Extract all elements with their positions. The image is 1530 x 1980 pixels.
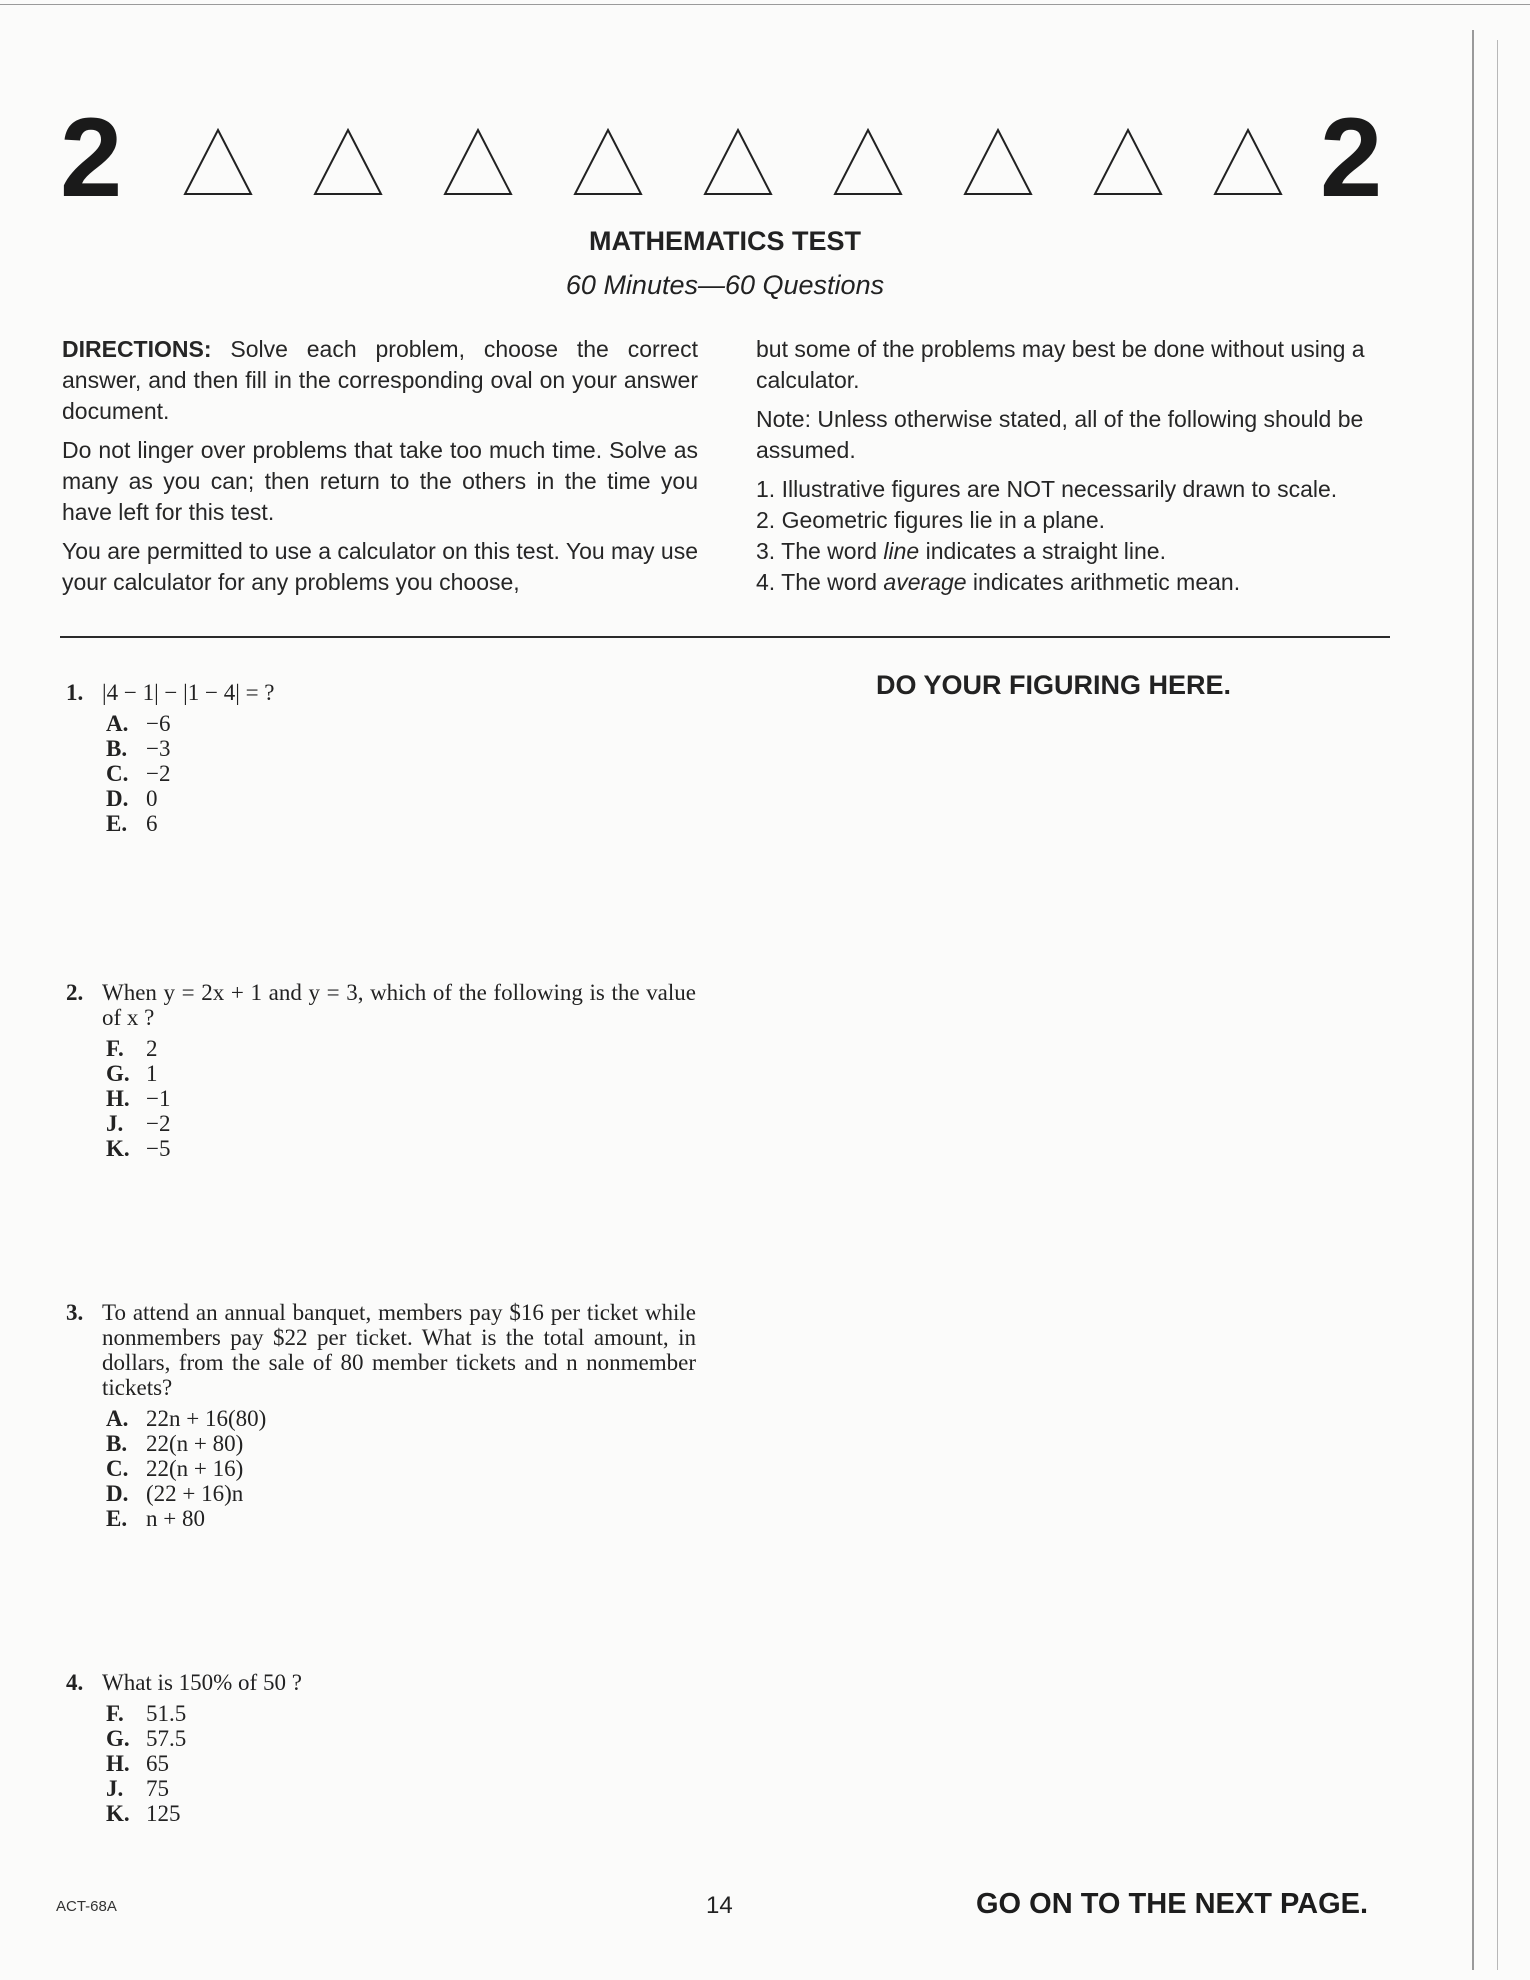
question-number: 3. [66, 1300, 84, 1325]
answer-choice[interactable]: J. 75 [106, 1776, 169, 1801]
answer-choice[interactable]: K. −5 [106, 1136, 171, 1161]
right-edge-line-outer [1497, 40, 1498, 1970]
answer-choice[interactable]: D. (22 + 16)n [106, 1481, 244, 1506]
triangle-icon [963, 128, 1033, 196]
test-subtitle: 60 Minutes—60 Questions [565, 270, 885, 300]
directions-paragraph-3: You are permitted to use a calculator on this test. You may use your calculator for any problems you choose, [62, 538, 698, 595]
question-3 [66, 1300, 696, 1531]
answer-choice[interactable]: G. 1 [106, 1061, 158, 1086]
answer-choice[interactable]: E. n + 80 [106, 1506, 205, 1531]
question-2 [66, 980, 696, 1161]
answer-choice[interactable]: E. 6 [106, 811, 158, 836]
choice-list [106, 1036, 696, 1161]
triangle-row [168, 128, 1288, 198]
section-divider [60, 636, 1390, 638]
question-text: What is 150% of 50 ? [102, 1670, 302, 1695]
question-1 [66, 680, 696, 836]
triangle-icon [443, 128, 513, 196]
answer-choice[interactable]: A. −6 [106, 711, 171, 736]
directions-paragraph-4: but some of the problems may best be done without using a calculator. [756, 336, 1365, 393]
figuring-label: DO YOUR FIGURING HERE. [876, 670, 1232, 700]
triangle-icon [313, 128, 383, 196]
directions-right-column [756, 334, 1390, 598]
question-4 [66, 1670, 696, 1826]
section-number-left: 2 [60, 95, 123, 220]
answer-choice[interactable]: F. 51.5 [106, 1701, 187, 1726]
choice-list [106, 1701, 696, 1826]
assumptions-list [756, 474, 1390, 598]
triangle-icon [1093, 128, 1163, 196]
choice-list [106, 1406, 696, 1531]
right-edge-line [1472, 30, 1474, 1970]
assumption-item: 2. Geometric figures lie in a plane. [756, 507, 1106, 533]
question-text: |4 − 1| − |1 − 4| = ? [102, 680, 275, 705]
answer-choice[interactable]: G. 57.5 [106, 1726, 187, 1751]
assumption-item: 4. The word average indicates arithmetic mean. [756, 569, 1241, 595]
assumption-item: 1. Illustrative figures are NOT necessarily drawn to scale. [756, 476, 1338, 502]
question-number: 2. [66, 980, 84, 1005]
test-title: MATHEMATICS TEST [589, 226, 861, 256]
triangle-icon [703, 128, 773, 196]
directions-label: DIRECTIONS: [62, 336, 212, 362]
question-text: When y = 2x + 1 and y = 3, which of the following is the value of x ? [102, 980, 696, 1030]
directions-paragraph-1: DIRECTIONS: Solve each problem, choose the correct answer, and then fill in the corresponding oval on your answer document. [62, 336, 698, 424]
answer-choice[interactable]: A. 22n + 16(80) [106, 1406, 267, 1431]
question-number: 1. [66, 680, 84, 705]
directions-note: Note: Unless otherwise stated, all of the following should be assumed. [756, 406, 1364, 463]
answer-choice[interactable]: B. −3 [106, 736, 171, 761]
choice-list [106, 711, 696, 836]
answer-choice[interactable]: H. −1 [106, 1086, 171, 1111]
answer-choice[interactable]: F. 2 [106, 1036, 158, 1061]
assumption-item: 3. The word line indicates a straight line. [756, 538, 1166, 564]
triangle-icon [833, 128, 903, 196]
triangle-icon [1213, 128, 1283, 196]
answer-choice[interactable]: C. −2 [106, 761, 171, 786]
answer-choice[interactable]: B. 22(n + 80) [106, 1431, 244, 1456]
next-page-instruction: GO ON TO THE NEXT PAGE. [976, 1888, 1369, 1920]
page-number: 14 [706, 1892, 733, 1919]
triangle-icon [183, 128, 253, 196]
answer-choice[interactable]: D. 0 [106, 786, 158, 811]
triangle-icon [573, 128, 643, 196]
answer-choice[interactable]: H. 65 [106, 1751, 169, 1776]
directions-left-column [62, 334, 698, 606]
question-text: To attend an annual banquet, members pay $16 per ticket while nonmembers pay $22 per ticket. What is the total amount, in dollars, from the sale of 80 member tickets and n nonmember tickets? [102, 1300, 696, 1400]
section-number-right: 2 [1320, 95, 1383, 220]
answer-choice[interactable]: J. −2 [106, 1111, 171, 1136]
form-code: ACT-68A [56, 1898, 117, 1915]
directions-paragraph-2: Do not linger over problems that take too much time. Solve as many as you can; then return to the others in the time you have left for this test. [62, 437, 698, 525]
answer-choice[interactable]: C. 22(n + 16) [106, 1456, 244, 1481]
top-edge-line [0, 4, 1530, 5]
question-number: 4. [66, 1670, 84, 1695]
answer-choice[interactable]: K. 125 [106, 1801, 181, 1826]
